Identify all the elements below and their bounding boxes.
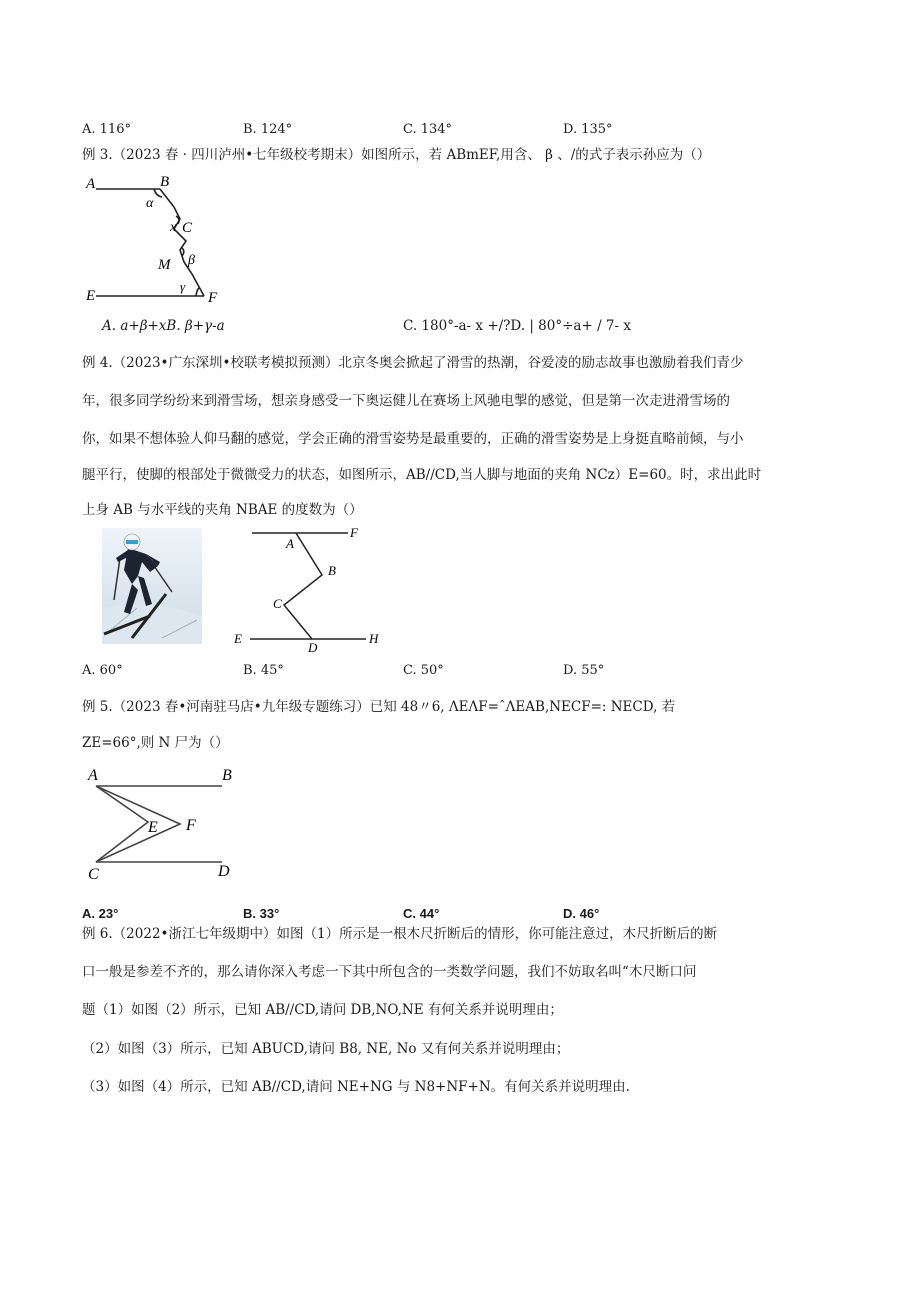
path-afc — [96, 786, 180, 862]
label-a: A — [88, 767, 98, 784]
option-b: B. 124° — [243, 122, 293, 137]
example-5-option-b: B. 33° — [243, 906, 280, 921]
example-3-options-ab: A. a+β+xB. β+γ-a — [102, 318, 225, 334]
label-d: D — [218, 863, 230, 880]
label-a: A — [86, 176, 96, 192]
label-m: M — [158, 257, 171, 273]
label-c: C — [273, 596, 282, 611]
example-4-option-d: D. 55° — [563, 663, 605, 678]
label-e: E — [234, 631, 242, 646]
example-4-line-3: 你，如果不想体验人仰马翻的感觉，学会正确的滑雪姿势是最重要的，正确的滑雪姿势是上身挺直略前倾，与小 — [82, 431, 744, 447]
example-5-stem-line-1: 例 5.（2023 春•河南驻马店•九年级专题练习）已知 48〃6, ΛEΛF=ˆΛEAB,NECF=: NECD, 若 — [82, 699, 676, 715]
example-3-figure — [82, 172, 232, 304]
example-4-line-5: 上身 AB 与水平线的夹角 NBAE 的度数为（） — [82, 502, 363, 518]
label-b: B — [328, 563, 336, 578]
example-6-line-4: （2）如图（3）所示，已知 ABUCD,请问 B8, NE, No 又有何关系并说明理由； — [82, 1041, 570, 1057]
example-6-line-1: 例 6.（2022•浙江七年级期中）如图（1）所示是一根木尺折断后的情形，你可能注意过，木尺折断后的断 — [82, 926, 718, 942]
example-5-option-d: D. 46° — [563, 906, 600, 921]
label-alpha: α — [146, 196, 154, 211]
example-6-line-5: （3）如图（4）所示，已知 AB//CD,请问 NE+NG 与 N8+NF+N。有何关系并说明理由. — [82, 1079, 630, 1095]
example-4-option-b: B. 45° — [243, 663, 284, 678]
example-4-line-2: 年，很多同学纷纷来到滑雪场，想亲身感受一下奥运健儿在赛场上风驰电掣的感觉，但是第一次走进滑雪场的 — [82, 393, 730, 409]
label-f: F — [350, 525, 358, 540]
label-f: F — [186, 817, 196, 834]
angle-gamma-arc — [196, 288, 199, 296]
label-b: B — [160, 174, 170, 190]
example-5-option-a: A. 23° — [82, 906, 119, 921]
skier-photo — [102, 528, 202, 644]
label-a: A — [286, 536, 294, 551]
label-f: F — [208, 290, 218, 304]
label-beta: β — [188, 253, 195, 268]
example-6-line-2: 口一般是参差不齐的，那么请你深入考虑一下其中所包含的一类数学问题，我们不妨取名叫“木尺断口问 — [82, 964, 697, 980]
label-b: B — [222, 767, 232, 784]
example-5-option-c: C. 44° — [403, 906, 440, 921]
example-4-option-a: A. 60° — [82, 663, 123, 678]
example-5-stem-line-2: ZE=66°,则 N 尸为（） — [82, 735, 229, 751]
label-d: D — [308, 640, 318, 655]
label-e: E — [86, 288, 96, 304]
example-5-figure — [82, 760, 242, 884]
label-c: C — [88, 866, 99, 883]
option-c: C. 134° — [403, 122, 453, 137]
label-gamma: γ — [180, 279, 186, 294]
label-x: x — [170, 220, 177, 235]
example-3-stem: 例 3.（2023 春 · 四川泸州•七年级校考期末）如图所示，若 ABmEF,用含、 β 、/的式子表示孙应为（） — [82, 147, 711, 163]
label-h: H — [369, 631, 379, 646]
option-d: D. 135° — [563, 122, 613, 137]
example-6-line-3: 题（1）如图（2）所示，已知 AB//CD,请问 DB,NO,NE 有何关系并说明理由； — [82, 1002, 563, 1018]
example-4-figure — [228, 523, 388, 657]
example-4-option-c: C. 50° — [403, 663, 444, 678]
option-a: A. 116° — [82, 122, 131, 137]
example-3-options-cd: C. 180°-a- x +/?D. | 80°÷a+ / 7- x — [403, 318, 631, 334]
label-c: C — [182, 220, 193, 236]
example-4-line-1: 例 4.（2023•广东深圳•校联考模拟预测）北京冬奥会掀起了滑雪的热潮，谷爱凌的励志故事也激励着我们青少 — [82, 355, 744, 371]
label-e: E — [148, 819, 158, 836]
example-4-line-4: 腿平行，使脚的根部处于微微受力的状态，如图所示，AB//CD,当人脚与地面的夹角 NCz）E=60。时，求出此时 — [82, 467, 762, 483]
